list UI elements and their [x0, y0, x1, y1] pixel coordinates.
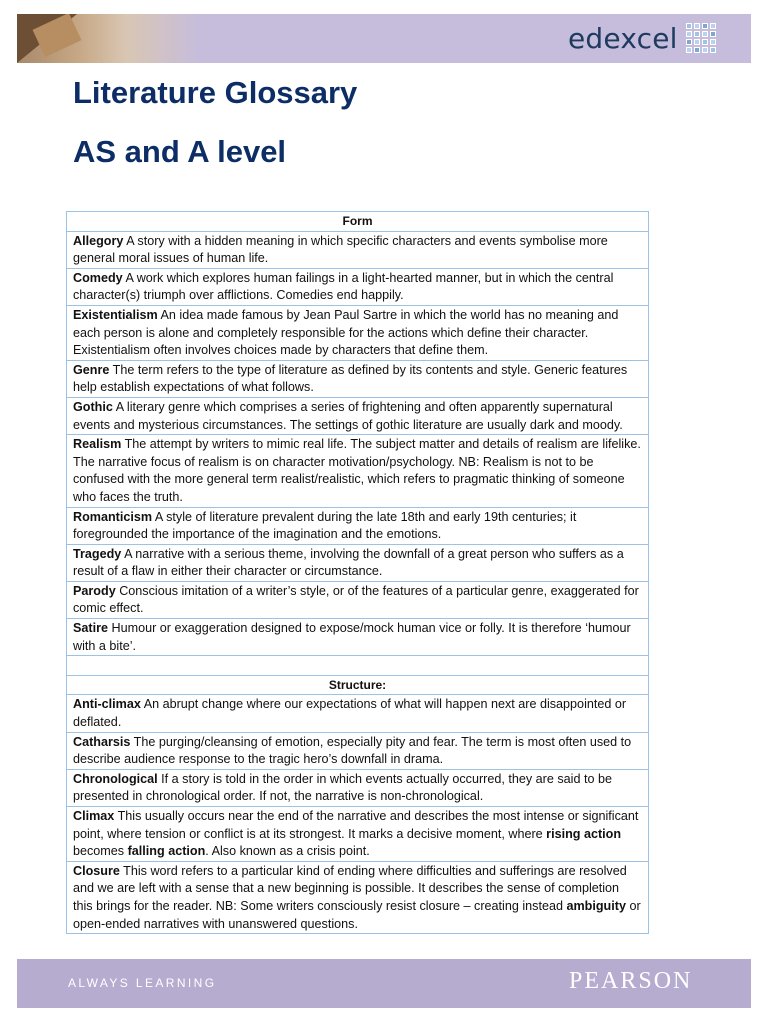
glossary-entry: [67, 435, 649, 507]
glossary-term: Tragedy: [73, 546, 122, 561]
glossary-definition: A narrative with a serious theme, involving the downfall of a great person who suffers as a result of a flaw in either their character or circumstance.: [73, 546, 624, 579]
logo-grid-icon: [686, 23, 716, 53]
glossary-term: Realism: [73, 437, 122, 452]
glossary-definition: A style of literature prevalent during the late 18th and early 19th centuries; it foregrounded the importance of the imagination and the emotions.: [73, 509, 577, 542]
edexcel-logo: [568, 20, 716, 56]
header-photo: [17, 14, 199, 63]
glossary-term: Catharsis: [73, 734, 131, 749]
glossary-definition: A literary genre which comprises a series of frightening and often apparently supernatural events and mysterious circumstances. The settings of gothic literature are usually dark and moody.: [73, 399, 623, 432]
glossary-term: Allegory: [73, 233, 124, 248]
glossary-definition: An abrupt change where our expectations of what will happen next are disappointed or deflated.: [73, 697, 627, 730]
glossary-term: Chronological: [73, 771, 158, 786]
glossary-row: [67, 619, 649, 656]
glossary-term: Satire: [73, 621, 109, 636]
table-spacer-row: [67, 656, 649, 676]
glossary-entry: [67, 695, 649, 732]
glossary-row: [67, 360, 649, 397]
glossary-term: Genre: [73, 362, 110, 377]
glossary-entry: [67, 507, 649, 544]
glossary-term: Comedy: [73, 270, 123, 285]
logo-text: edexcel: [568, 21, 678, 55]
glossary-row: [67, 769, 649, 806]
glossary-term: Gothic: [73, 399, 113, 414]
page-title: Literature Glossary: [73, 75, 358, 110]
glossary-definition: This word refers to a particular kind of ending where difficulties and sufferings are resolved and we are left with a sense that a new beginning is possible. It describes the sense of completion this brings for the reader. NB: Some writers consciously resist closure – creating instead: [73, 863, 627, 913]
glossary-definition: The term refers to the type of literature as defined by its contents and style. Generic features help establish expectations of what follows.: [73, 362, 628, 395]
glossary-definition: A story with a hidden meaning in which specific characters and events symbolise more general moral issues of human life.: [73, 233, 608, 266]
glossary-term: Romanticism: [73, 509, 153, 524]
glossary-definition-cont: or open-ended narratives with unanswered questions.: [73, 898, 641, 931]
footer-tagline: ALWAYS LEARNING: [68, 976, 217, 990]
glossary-definition: A work which explores human failings in a light-hearted manner, but in which the central character(s) triumph over afflictions. Comedies end happily.: [73, 270, 614, 303]
glossary-keyword: ambiguity: [566, 898, 626, 913]
glossary-table: [66, 211, 649, 934]
glossary-row: [67, 861, 649, 933]
glossary-entry: [67, 581, 649, 618]
glossary-row: [67, 544, 649, 581]
glossary-definition: Conscious imitation of a writer’s style, or of the features of a particular genre, exaggerated for comic effect.: [73, 583, 639, 616]
glossary-keyword: falling action: [127, 844, 206, 859]
pearson-logo: PEARSON: [569, 968, 693, 994]
glossary-row: [67, 507, 649, 544]
glossary-row: [67, 581, 649, 618]
glossary-row: [67, 435, 649, 507]
glossary-entry: [67, 397, 649, 434]
glossary-entry: [67, 807, 649, 862]
glossary-term: Closure: [73, 863, 120, 878]
glossary-entry: [67, 305, 649, 360]
glossary-entry: [67, 769, 649, 806]
glossary-term: Existentialism: [73, 307, 158, 322]
glossary-entry: [67, 619, 649, 656]
glossary-keyword: rising action: [546, 826, 622, 841]
glossary-definition: The attempt by writers to mimic real life. The subject matter and details of realism are lifelike. The narrative focus of realism is on character motivation/psychology. NB: Realism is not to be confused with the more general term realist/realistic, which refers to pragmatic thinking of someone who faces the truth.: [73, 437, 641, 504]
glossary-row: [67, 732, 649, 769]
glossary-definition: An idea made famous by Jean Paul Sartre in which the world has no meaning and each person is alone and completely responsible for the actions which define their character. Existentialism often involves choices made by characters that define them.: [73, 307, 619, 358]
glossary-entry: [67, 268, 649, 305]
glossary-definition: The purging/cleansing of emotion, especially pity and fear. The term is most often used to describe audience response to the tragic hero’s downfall in drama.: [73, 734, 632, 767]
glossary-entry: [67, 732, 649, 769]
glossary-term: Climax: [73, 809, 115, 823]
glossary-entry: [67, 544, 649, 581]
glossary-definition-cont: . Also known as a crisis point.: [205, 844, 370, 859]
glossary-row: [67, 231, 649, 268]
section-heading-row: [67, 212, 649, 232]
glossary-definition: If a story is told in the order in which events actually occurred, they are said to be presented in chronological order. If not, the narrative is non-chronological.: [73, 771, 612, 804]
glossary-entry: [67, 360, 649, 397]
glossary-row: [67, 268, 649, 305]
page-subtitle: AS and A level: [73, 134, 287, 169]
glossary-entry: [67, 231, 649, 268]
section-heading-row: [67, 675, 649, 695]
glossary-definition: Humour or exaggeration designed to expose/mock human vice or folly. It is therefore ‘humour with a bite’.: [73, 621, 631, 653]
glossary-row: [67, 397, 649, 434]
section-heading: Form: [67, 212, 649, 232]
section-heading: Structure:: [67, 675, 649, 695]
glossary-definition-cont: becomes: [73, 844, 128, 859]
glossary-entry: [67, 861, 649, 933]
glossary-term: Anti-climax: [73, 697, 141, 712]
glossary-term: Parody: [73, 583, 116, 598]
glossary-row: [67, 305, 649, 360]
glossary-row: [67, 695, 649, 732]
glossary-row: [67, 807, 649, 862]
glossary-definition: This usually occurs near the end of the narrative and describes the most intense or significant point, where tension or conflict is at its strongest. It marks a decisive moment, where: [73, 809, 639, 841]
